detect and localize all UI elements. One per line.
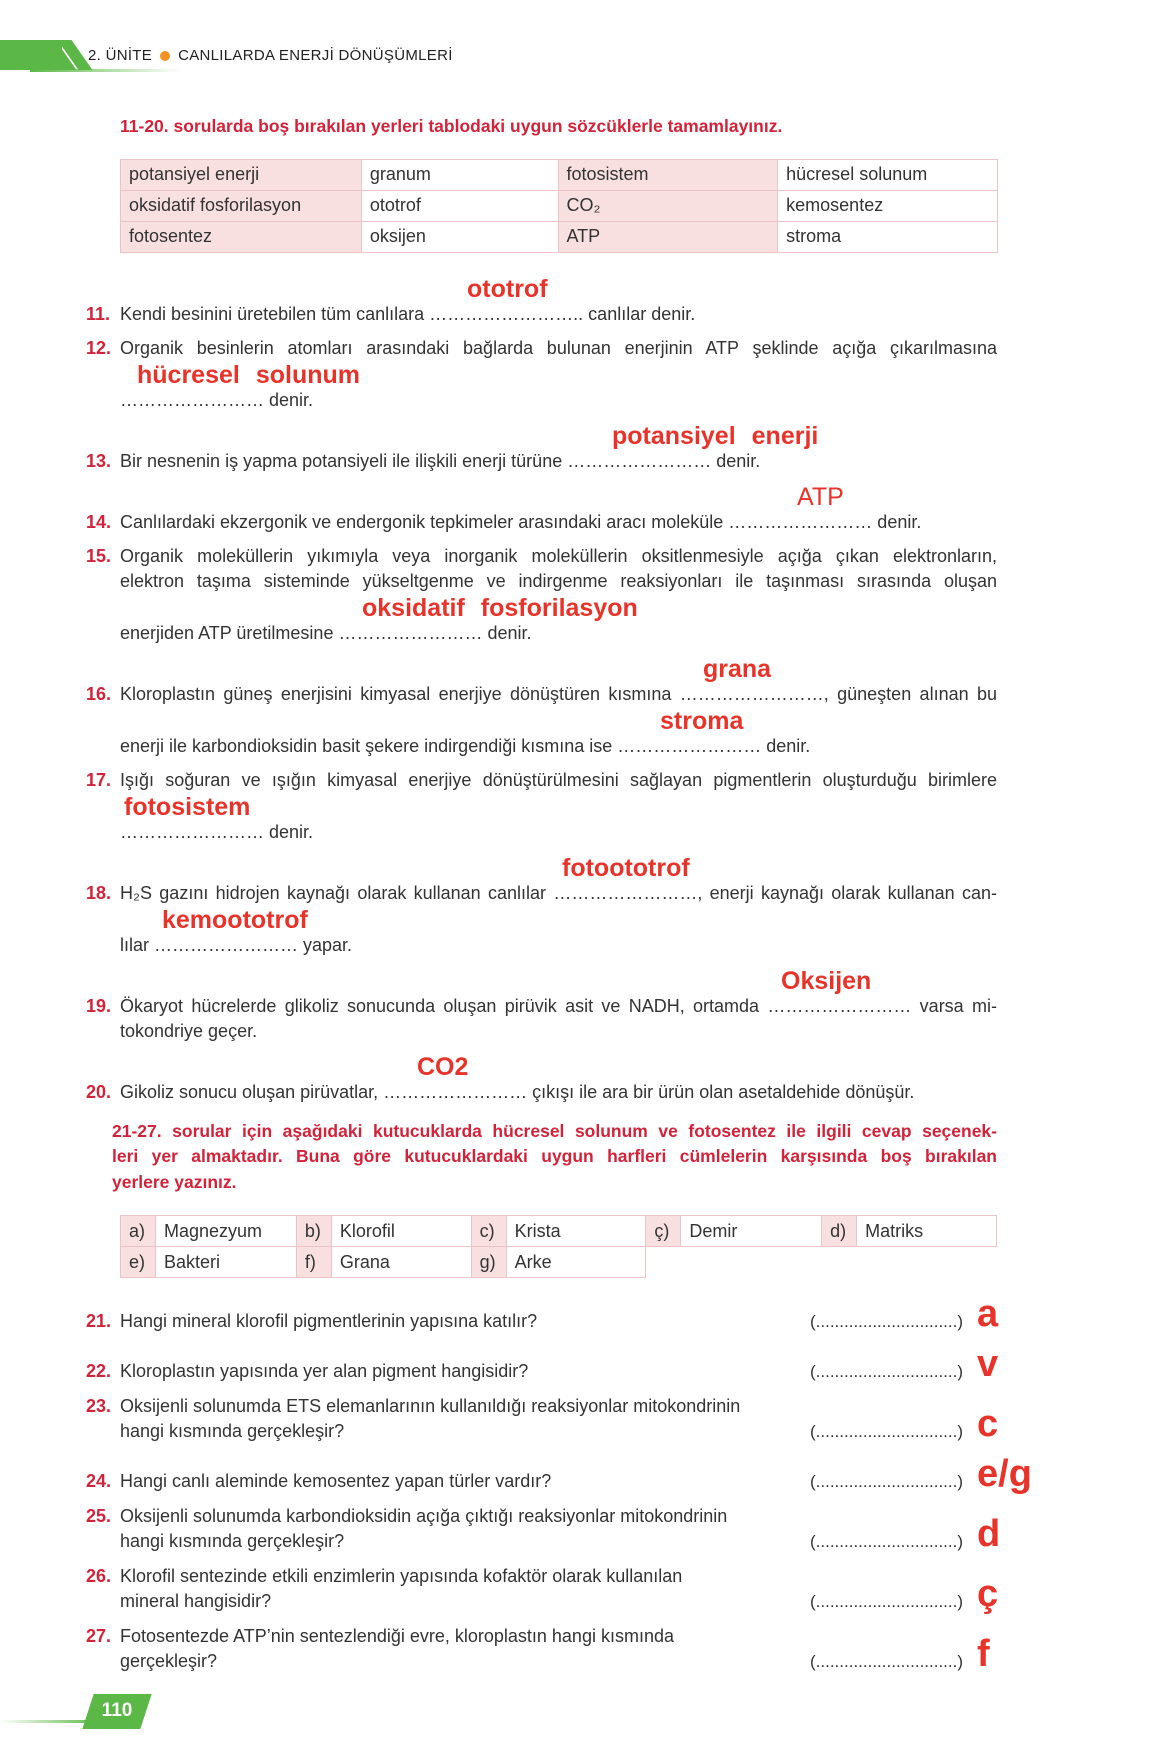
option-row (121, 1216, 997, 1247)
unit-title: CANLILARDA ENERJİ DÖNÜŞÜMLERİ (178, 47, 453, 64)
question-row (86, 881, 997, 906)
question-number (86, 569, 120, 594)
question-line: Kendi besinini üretebilen tüm canlılara …………………….. canlılar denir. (120, 303, 696, 324)
handwritten-row (86, 854, 997, 881)
instruction-line: yerlere yazınız. (112, 1171, 237, 1192)
handwritten-answer: potansiyel (612, 421, 736, 450)
question-row (86, 1589, 776, 1614)
question-21 (86, 1294, 997, 1334)
word-cell: ATP (558, 221, 778, 252)
page-footer (86, 1694, 997, 1764)
handwritten-answer: ATP (797, 482, 844, 511)
handwritten-answer: stroma (660, 706, 744, 735)
question-24 (86, 1453, 1032, 1495)
handwritten-letter: e/g (977, 1453, 1032, 1495)
question-11 (86, 275, 997, 327)
page-number: 110 (101, 1700, 133, 1721)
handwritten-row (86, 967, 997, 994)
question-line: Canlılardaki ekzergonik ve endergonik tepkimeler arasındaki aracı moleküle …………………… denir. (120, 511, 922, 532)
question-number (86, 933, 120, 958)
handwritten-letter: v (977, 1343, 999, 1385)
word-cell: granum (361, 159, 558, 190)
option-row (121, 1247, 997, 1278)
question-row (86, 449, 997, 474)
word-row (121, 190, 998, 221)
question-number (86, 388, 120, 413)
question-number: 18. (86, 882, 112, 903)
answer-blank: (..............................) (810, 1472, 964, 1491)
question-number (86, 1019, 120, 1044)
question-15 (86, 544, 997, 646)
question-line: tokondriye geçer. (120, 1020, 258, 1041)
question-number: 13. (86, 450, 112, 471)
question-line: Fotosentezde ATP’nin sentezlendiği evre, kloroplastın hangi kısmında (120, 1626, 674, 1646)
question-row (86, 1394, 776, 1419)
handwritten-letter: a (977, 1293, 999, 1335)
handwritten-answer: fotosistem (124, 792, 251, 821)
question-12 (86, 336, 997, 413)
question-row (86, 388, 997, 413)
answer-blank: (..............................) (810, 1592, 964, 1611)
question-16 (86, 655, 997, 759)
question-number: 24. (86, 1471, 112, 1491)
question-number (86, 1529, 120, 1554)
questions-11-20 (86, 275, 997, 1105)
handwritten-row (86, 275, 997, 302)
question-row (86, 1504, 776, 1529)
questions-21-27 (86, 1293, 1032, 1675)
option-text: Grana (331, 1247, 471, 1278)
word-cell: hücresel solunum (778, 159, 998, 190)
question-text (86, 1394, 776, 1444)
question-row (86, 621, 997, 646)
question-line: Organik moleküllerin yıkımıyla veya inorganik moleküllerin oksitlenmesiyle açığa çıkan elektronların, (120, 545, 997, 566)
question-line: H₂S gazını hidrojen kaynağı olarak kullanan canlılar ……………………, enerji kaynağı olarak kullanan can- (120, 882, 997, 903)
question-number: 25. (86, 1506, 112, 1526)
option-letter: a) (121, 1216, 156, 1247)
question-line: …………………… denir. (120, 389, 314, 410)
question-row (86, 1649, 776, 1674)
instruction-11-20: 11-20. sorularda boş bırakılan yerleri tablodaki uygun sözcüklerle tamamlayınız. (120, 116, 783, 136)
handwritten-group (120, 423, 834, 449)
question-row (86, 682, 997, 707)
handwritten-group (120, 1054, 484, 1080)
options-table (120, 1215, 997, 1278)
question-14 (86, 483, 997, 535)
question-number: 15. (86, 545, 112, 566)
word-cell: fotosistem (558, 159, 778, 190)
handwritten-answer: solunum (255, 360, 361, 389)
handwritten-row (86, 1053, 997, 1080)
question-line: lılar …………………… yapar. (120, 934, 353, 955)
question-number (86, 621, 120, 646)
question-number: 16. (86, 683, 112, 704)
handwritten-answer: oksidatif (362, 593, 465, 622)
question-20 (86, 1053, 997, 1105)
option-text: Matriks (857, 1216, 997, 1247)
question-row (86, 569, 997, 594)
question-13 (86, 422, 997, 474)
question-text (86, 1504, 776, 1554)
handwritten-letter: d (977, 1513, 1001, 1555)
question-number: 19. (86, 995, 112, 1016)
question-line: Ökaryot hücrelerde glikoliz sonucunda oluşan pirüvik asit ve NADH, ortamda …………………… varsa mi- (120, 995, 997, 1016)
question-number: 12. (86, 337, 112, 358)
option-text: Arke (506, 1247, 646, 1278)
question-row (86, 1624, 776, 1649)
handwritten-group (120, 595, 654, 621)
question-number: 27. (86, 1626, 112, 1646)
question-27 (86, 1624, 997, 1674)
handwritten-group (120, 276, 564, 302)
question-text (86, 1359, 776, 1384)
instruction-line: 21-27. sorular için aşağıdaki kutucuklarda hücresel solunum ve fotosentez ile ilgili cevap seçenek- (112, 1120, 997, 1141)
question-line: Hangi canlı aleminde kemosentez yapan türler vardır? (120, 1471, 552, 1491)
handwritten-answer: ototrof (467, 274, 548, 303)
handwritten-letter: c (977, 1403, 999, 1445)
handwritten-answer: CO2 (417, 1052, 469, 1081)
question-number (86, 820, 120, 845)
question-row (86, 1309, 776, 1334)
question-number: 14. (86, 511, 112, 532)
option-letter: g) (471, 1247, 506, 1278)
word-cell: oksidatif fosforilasyon (121, 190, 362, 221)
question-row (86, 1080, 997, 1105)
question-17 (86, 768, 997, 845)
question-row (86, 994, 997, 1019)
instruction-21-27 (112, 1119, 997, 1196)
question-row (86, 933, 997, 958)
question-row (86, 1419, 776, 1444)
question-number (86, 1589, 120, 1614)
question-line: Klorofil sentezinde etkili enzimlerin yapısında kofaktör olarak kullanılan (120, 1566, 683, 1586)
option-text: Bakteri (155, 1247, 296, 1278)
option-text: Magnezyum (155, 1216, 296, 1247)
handwritten-answer: hücresel (137, 360, 240, 389)
question-line: Organik besinlerin atomları arasındaki bağlarda bulunan enerjinin ATP şeklinde açığa çıkarılmasına (120, 337, 997, 358)
handwritten-group (120, 855, 706, 881)
question-number (86, 1419, 120, 1444)
handwritten-row (86, 361, 997, 388)
question-line: enerji ile karbondioksidin basit şekere indirgendiği kısmına ise …………………… denir. (120, 735, 811, 756)
question-number: 11. (86, 303, 111, 324)
question-line: Oksijenli solunumda ETS elemanlarının kullanıldığı reaksiyonlar mitokondrinin (120, 1396, 741, 1416)
answer-blank: (..............................) (810, 1652, 964, 1671)
question-number (86, 1649, 120, 1674)
question-text (86, 1624, 776, 1674)
question-line: Bir nesnenin iş yapma potansiyeli ile ilişkili enerji türüne …………………… denir. (120, 450, 761, 471)
handwritten-group (120, 708, 759, 734)
word-cell: stroma (778, 221, 998, 252)
question-row (86, 1564, 776, 1589)
question-row (86, 1529, 776, 1554)
question-line: hangi kısmında gerçekleşir? (120, 1421, 345, 1441)
option-letter: e) (121, 1247, 156, 1278)
answer-blank: (..............................) (810, 1422, 964, 1441)
option-letter: b) (296, 1216, 331, 1247)
option-letter: ç) (646, 1216, 681, 1247)
question-text (86, 1469, 776, 1494)
question-22 (86, 1344, 997, 1384)
handwritten-row (86, 707, 997, 734)
question-line: Gikoliz sonucu oluşan pirüvatlar, …………………… çıkışı ile ara bir ürün olan asetaldehide dönüşür. (120, 1081, 915, 1102)
word-cell: oksijen (361, 221, 558, 252)
question-row (86, 302, 997, 327)
question-row (86, 768, 997, 793)
question-line: Oksijenli solunumda karbondioksidin açığa çıktığı reaksiyonlar mitokondrinin (120, 1506, 728, 1526)
word-cell: kemosentez (778, 190, 998, 221)
handwritten-group (120, 794, 266, 820)
handwritten-group (120, 484, 860, 510)
handwritten-row (86, 594, 997, 621)
handwritten-answer: Oksijen (781, 966, 872, 995)
question-number: 20. (86, 1081, 112, 1102)
question-row (86, 1359, 776, 1384)
question-text (86, 1309, 776, 1334)
word-bank-table (120, 159, 998, 253)
question-line: enerjiden ATP üretilmesine …………………… denir. (120, 622, 532, 643)
question-row (86, 336, 997, 361)
question-number: 23. (86, 1396, 112, 1416)
handwritten-letter: ç (977, 1573, 999, 1615)
option-letter: d) (822, 1216, 857, 1247)
question-row (86, 544, 997, 569)
question-row (86, 734, 997, 759)
question-number: 21. (86, 1311, 112, 1331)
question-line: Işığı soğuran ve ışığın kimyasal enerjiye dönüştürülmesini sağlayan pigmentlerin oluşturduğu birimlere (120, 769, 997, 790)
question-23 (86, 1394, 997, 1444)
question-line: elektron taşıma sisteminde yükseltgenme ve indirgenme reaksiyonları ile taşınması sırasında oluşan (120, 570, 997, 591)
option-letter: f) (296, 1247, 331, 1278)
word-cell: fotosentez (121, 221, 362, 252)
question-row (86, 1469, 776, 1494)
answer-blank: (..............................) (810, 1532, 964, 1551)
question-row (86, 1019, 997, 1044)
question-row (86, 510, 997, 535)
answer-blank: (..............................) (810, 1312, 964, 1331)
word-cell: CO₂ (558, 190, 778, 221)
word-cell: ototrof (361, 190, 558, 221)
question-text (86, 1564, 776, 1614)
question-25 (86, 1504, 1001, 1555)
option-text: Demir (681, 1216, 822, 1247)
question-line: Hangi mineral klorofil pigmentlerinin yapısına katılır? (120, 1311, 538, 1331)
handwritten-answer: fosforilasyon (480, 593, 638, 622)
option-text: Klorofil (331, 1216, 471, 1247)
instruction-line: leri yer almaktadır. Buna göre kutucuklardaki uygun harfleri cümlelerin karşısında boş bırakılan (112, 1146, 997, 1166)
handwritten-group (120, 362, 376, 388)
handwritten-row (86, 422, 997, 449)
question-number (86, 734, 120, 759)
word-cell: potansiyel enerji (121, 159, 362, 190)
option-text: Krista (506, 1216, 646, 1247)
question-line: Kloroplastın yapısında yer alan pigment hangisidir? (120, 1361, 529, 1381)
question-line: hangi kısmında gerçekleşir? (120, 1531, 345, 1551)
handwritten-answer: enerji (751, 421, 819, 450)
question-number: 22. (86, 1361, 112, 1381)
question-19 (86, 967, 997, 1044)
question-number: 26. (86, 1566, 112, 1586)
handwritten-row (86, 655, 997, 682)
question-number: 17. (86, 769, 112, 790)
option-letter: c) (471, 1216, 506, 1247)
question-line: gerçekleşir? (120, 1651, 218, 1671)
handwritten-group (120, 907, 324, 933)
word-row (121, 221, 998, 252)
handwritten-letter: f (977, 1633, 990, 1675)
answer-blank: (..............................) (810, 1362, 964, 1381)
question-line: Kloroplastın güneş enerjisini kimyasal enerjiye dönüştüren kısmına ……………………, güneşten alınan bu (120, 683, 997, 704)
handwritten-row (86, 483, 997, 510)
question-line: …………………… denir. (120, 821, 314, 842)
question-26 (86, 1564, 997, 1614)
question-row (86, 820, 997, 845)
handwritten-row (86, 793, 997, 820)
handwritten-answer: grana (703, 654, 772, 683)
question-18 (86, 854, 997, 958)
unit-label: 2. ÜNİTE (88, 47, 153, 64)
handwritten-answer: kemoototrof (162, 905, 308, 934)
question-line: mineral hangisidir? (120, 1591, 272, 1611)
handwritten-answer: fotoototrof (562, 853, 690, 882)
handwritten-group (120, 656, 787, 682)
word-row (121, 159, 998, 190)
handwritten-group (120, 968, 887, 994)
handwritten-row (86, 906, 997, 933)
